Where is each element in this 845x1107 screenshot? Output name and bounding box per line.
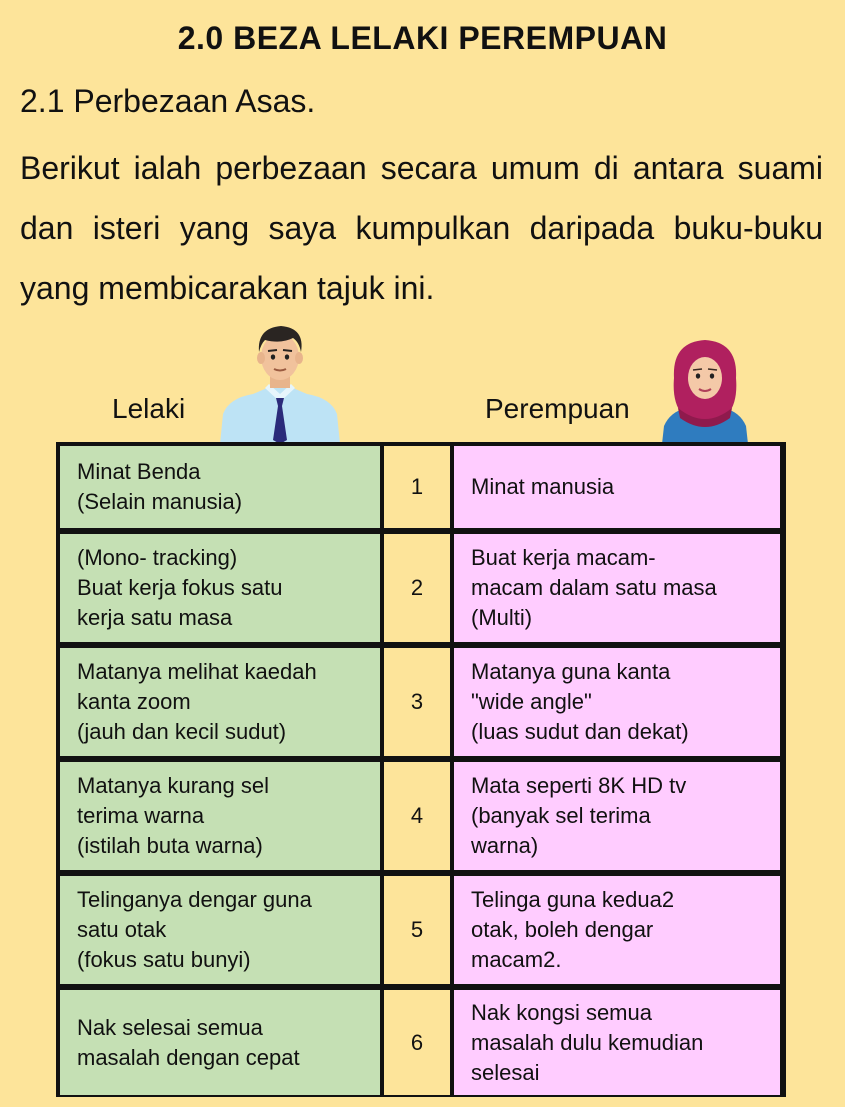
cell-text-line: "wide angle" bbox=[471, 689, 592, 714]
row-number: 2 bbox=[410, 575, 424, 600]
cell-text-line: Minat Benda bbox=[77, 459, 201, 484]
lelaki-cell bbox=[60, 990, 380, 1095]
cell-text-line: (Mono- tracking) bbox=[77, 545, 238, 570]
cell-text-line: (Selain manusia) bbox=[77, 489, 243, 514]
cell-text-line: Matanya guna kanta bbox=[471, 659, 671, 684]
cell-text-line: (fokus satu bunyi) bbox=[77, 947, 251, 972]
cell-text-line: (istilah buta warna) bbox=[77, 833, 263, 858]
man-icon bbox=[215, 322, 345, 444]
label-lelaki: Lelaki bbox=[112, 393, 186, 424]
comparison-table bbox=[56, 442, 786, 1097]
table-row bbox=[56, 442, 786, 528]
cell-text-line: Mata seperti 8K HD tv bbox=[471, 773, 687, 798]
table-row bbox=[56, 530, 786, 642]
cell-text-line: selesai bbox=[471, 1059, 540, 1085]
lelaki-cell bbox=[60, 876, 380, 984]
perempuan-cell bbox=[454, 534, 780, 642]
row-number: 4 bbox=[410, 803, 424, 828]
lelaki-cell bbox=[60, 446, 380, 528]
row-number-cell bbox=[384, 534, 450, 642]
label-perempuan: Perempuan bbox=[485, 393, 630, 424]
table-row bbox=[56, 872, 786, 984]
lelaki-cell bbox=[60, 762, 380, 870]
cell-text-line: (jauh dan kecil sudut) bbox=[77, 719, 287, 744]
row-number-cell bbox=[384, 648, 450, 756]
cell-text-line: macam2. bbox=[471, 947, 562, 972]
row-number: 6 bbox=[410, 1029, 424, 1055]
table-row bbox=[56, 758, 786, 870]
cell-text-line: (banyak sel terima bbox=[471, 803, 651, 828]
cell-text-line: Telinga guna kedua2 bbox=[471, 887, 675, 912]
cell-text-line: kerja satu masa bbox=[77, 605, 233, 630]
row-number-cell bbox=[384, 990, 450, 1095]
section-subheading: 2.1 Perbezaan Asas. bbox=[20, 83, 316, 119]
cell-text-line: terima warna bbox=[77, 803, 205, 828]
cell-text-line: Nak selesai semua bbox=[77, 1014, 263, 1040]
cell-text-line: Minat manusia bbox=[471, 474, 615, 499]
lelaki-cell bbox=[60, 534, 380, 642]
cell-text-line: macam dalam satu masa bbox=[471, 575, 717, 600]
cell-text-line: Matanya melihat kaedah bbox=[77, 659, 317, 684]
perempuan-cell bbox=[454, 446, 780, 528]
row-number-cell bbox=[384, 876, 450, 984]
cell-text-line: (Multi) bbox=[471, 605, 533, 630]
cell-text-line: otak, boleh dengar bbox=[471, 917, 654, 942]
cell-text-line: Matanya kurang sel bbox=[77, 773, 269, 798]
row-number-cell bbox=[384, 446, 450, 528]
cell-text-line: masalah dengan cepat bbox=[77, 1044, 300, 1070]
cell-text-line: (luas sudut dan dekat) bbox=[471, 719, 689, 744]
cell-text-line: Nak kongsi semua bbox=[471, 999, 652, 1025]
lelaki-cell bbox=[60, 648, 380, 756]
cell-text-line: satu otak bbox=[77, 917, 167, 942]
cell-text-line: warna) bbox=[471, 833, 539, 858]
row-number: 1 bbox=[410, 474, 424, 499]
table-row bbox=[56, 986, 786, 1095]
cell-text-line: Buat kerja fokus satu bbox=[77, 575, 283, 600]
table-row bbox=[56, 644, 786, 756]
cell-text-line: Telinganya dengar guna bbox=[77, 887, 312, 912]
perempuan-cell bbox=[454, 648, 780, 756]
intro-paragraph: Berikut ialah perbezaan secara umum di antara suami dan isteri yang saya kumpulkan daripada buku-buku yang membicarakan tajuk ini. bbox=[20, 150, 823, 306]
page-heading: 2.0 BEZA LELAKI PEREMPUAN bbox=[177, 20, 668, 56]
perempuan-cell bbox=[454, 762, 780, 870]
cell-text-line: Buat kerja macam- bbox=[471, 545, 656, 570]
row-number-cell bbox=[384, 762, 450, 870]
perempuan-cell bbox=[454, 876, 780, 984]
woman-hijab-icon bbox=[660, 338, 750, 444]
cell-text-line: masalah dulu kemudian bbox=[471, 1029, 704, 1055]
row-number: 3 bbox=[410, 689, 424, 714]
cell-text-line: kanta zoom bbox=[77, 689, 191, 714]
perempuan-cell bbox=[454, 990, 780, 1095]
row-number: 5 bbox=[410, 917, 424, 942]
